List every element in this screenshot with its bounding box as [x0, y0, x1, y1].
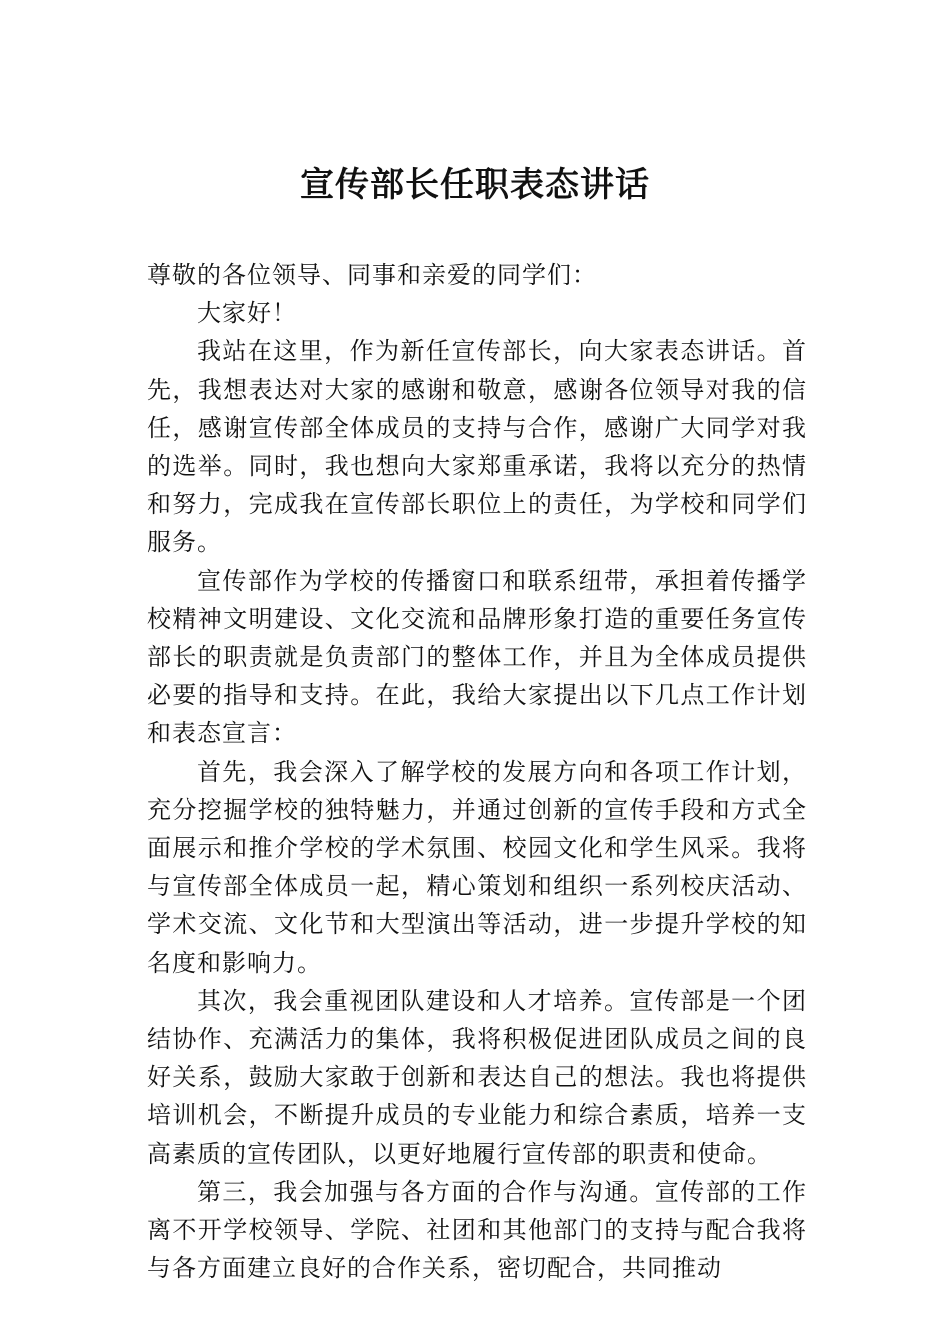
paragraph-introduction: 我站在这里，作为新任宣传部长，向大家表态讲话。首先，我想表达对大家的感谢和敬意，感谢各位领导对我的信任，感谢宣传部全体成员的支持与合作，感谢广大同学对我的选举。同时，我也想向大家郑重承诺，我将以充分的热情和努力，完成我在宣传部长职位上的责任，为学校和同学们服务。 — [147, 337, 807, 557]
document-title: 宣传部长任职表态讲话 — [300, 165, 650, 205]
paragraph-responsibilities: 宣传部作为学校的传播窗口和联系纽带，承担着传播学校精神文明建设、文化交流和品牌形象打造的重要任务宣传部长的职责就是负责部门的整体工作，并且为全体成员提供必要的指导和支持。在此，我给大家提出以下几点工作计划和表态宣言： — [147, 566, 807, 748]
paragraph-plan-third: 第三，我会加强与各方面的合作与沟通。宣传部的工作离不开学校领导、学院、社团和其他部门的支持与配合我将与各方面建立良好的合作关系，密切配合，共同推动 — [147, 1177, 807, 1283]
paragraph-plan-second: 其次，我会重视团队建设和人才培养。宣传部是一个团结协作、充满活力的集体，我将积极促进团队成员之间的良好关系，鼓励大家敢于创新和表达自己的想法。我也将提供培训机会，不断提升成员的专业能力和综合素质，培养一支高素质的宣传团队，以更好地履行宣传部的职责和使命。 — [147, 986, 807, 1168]
paragraph-plan-first: 首先，我会深入了解学校的发展方向和各项工作计划，充分挖掘学校的独特魅力，并通过创新的宣传手段和方式全面展示和推介学校的学术氛围、校园文化和学生风采。我将与宣传部全体成员一起，精心策划和组织一系列校庆活动、学术交流、文化节和大型演出等活动，进一步提升学校的知名度和影响力。 — [147, 757, 807, 977]
paragraph-greeting: 大家好！ — [197, 299, 297, 328]
salutation: 尊敬的各位领导、同事和亲爱的同学们： — [147, 261, 597, 289]
document-body — [147, 256, 807, 1287]
